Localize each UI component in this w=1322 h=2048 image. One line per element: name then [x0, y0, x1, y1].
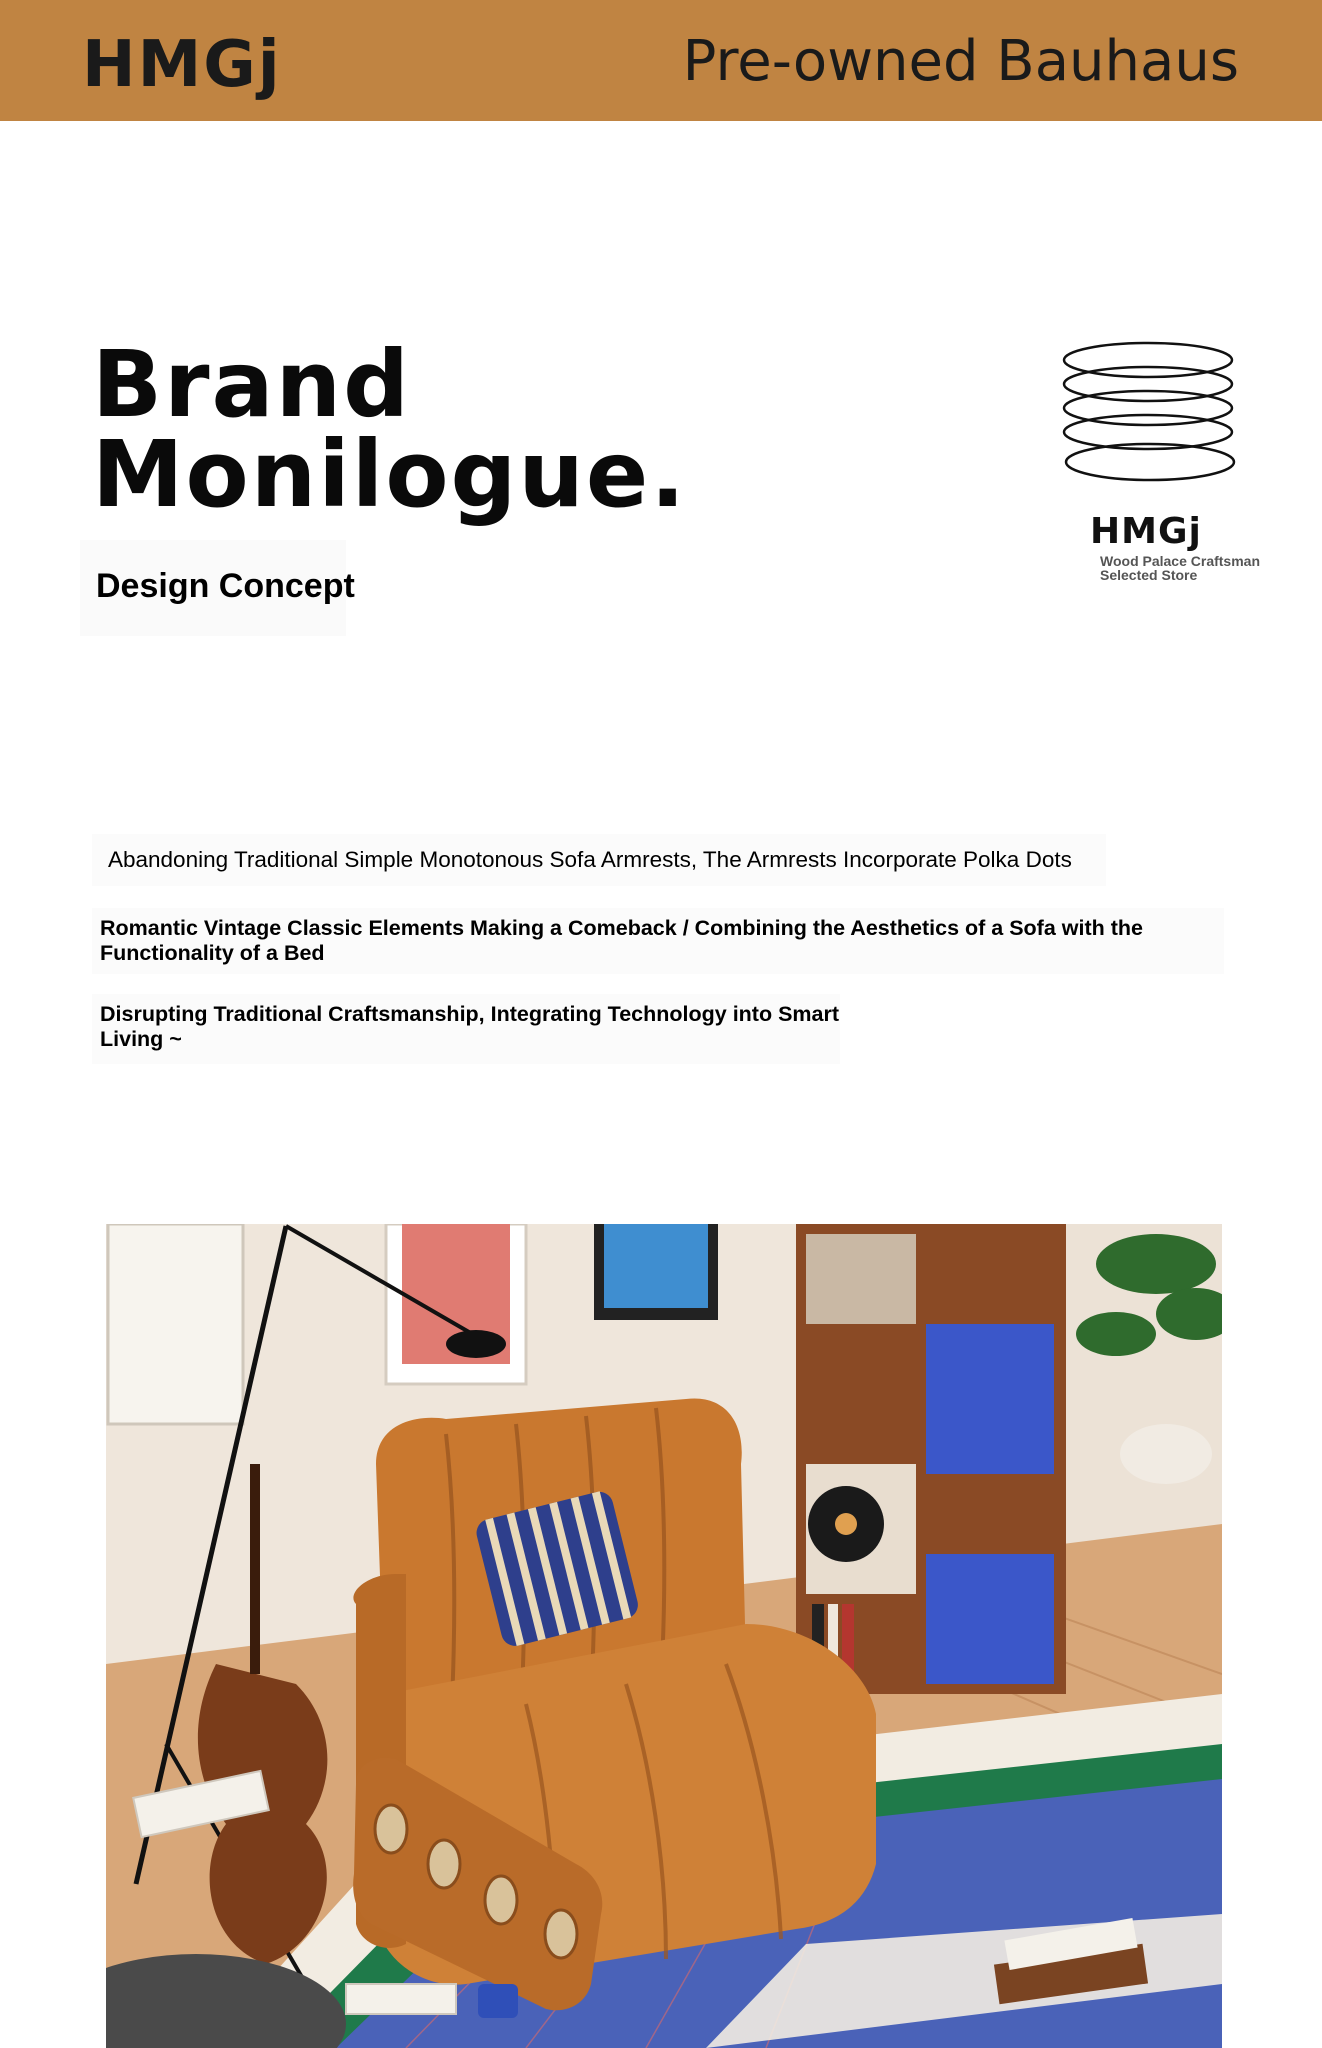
- feature-item-technology: [92, 994, 840, 1064]
- feature-text: Romantic Vintage Classic Elements Making a Comeback / Combining the Aesthetics of a Sofa with the Functionality of a Bed: [100, 916, 1143, 965]
- headline-line-2: Monilogue.: [92, 421, 688, 528]
- header-tagline: Pre-owned Bauhaus: [682, 29, 1239, 94]
- sofa-bed-photo: [106, 1224, 1222, 2048]
- design-concept-heading: Design Concept: [96, 567, 355, 605]
- badge-caption: Wood Palace Craftsman Selected Store: [1100, 553, 1261, 583]
- headline-line-1: Brand: [92, 331, 411, 438]
- feature-item-vintage: [92, 908, 1224, 974]
- sofa-bed-illustration: [106, 1224, 1222, 2048]
- stacked-rings-icon: [1058, 338, 1240, 488]
- feature-text: Abandoning Traditional Simple Monotonous Sofa Armrests, The Armrests Incorporate Polka Dots: [108, 847, 1072, 872]
- badge-logo: HMGj: [1090, 511, 1202, 552]
- brand-headline: [92, 331, 688, 528]
- feature-item-polka-dots: [92, 834, 1106, 886]
- header-logo: HMGj: [82, 28, 282, 102]
- feature-text: Disrupting Traditional Craftsmanship, Integrating Technology into Smart Living ~: [100, 1002, 840, 1051]
